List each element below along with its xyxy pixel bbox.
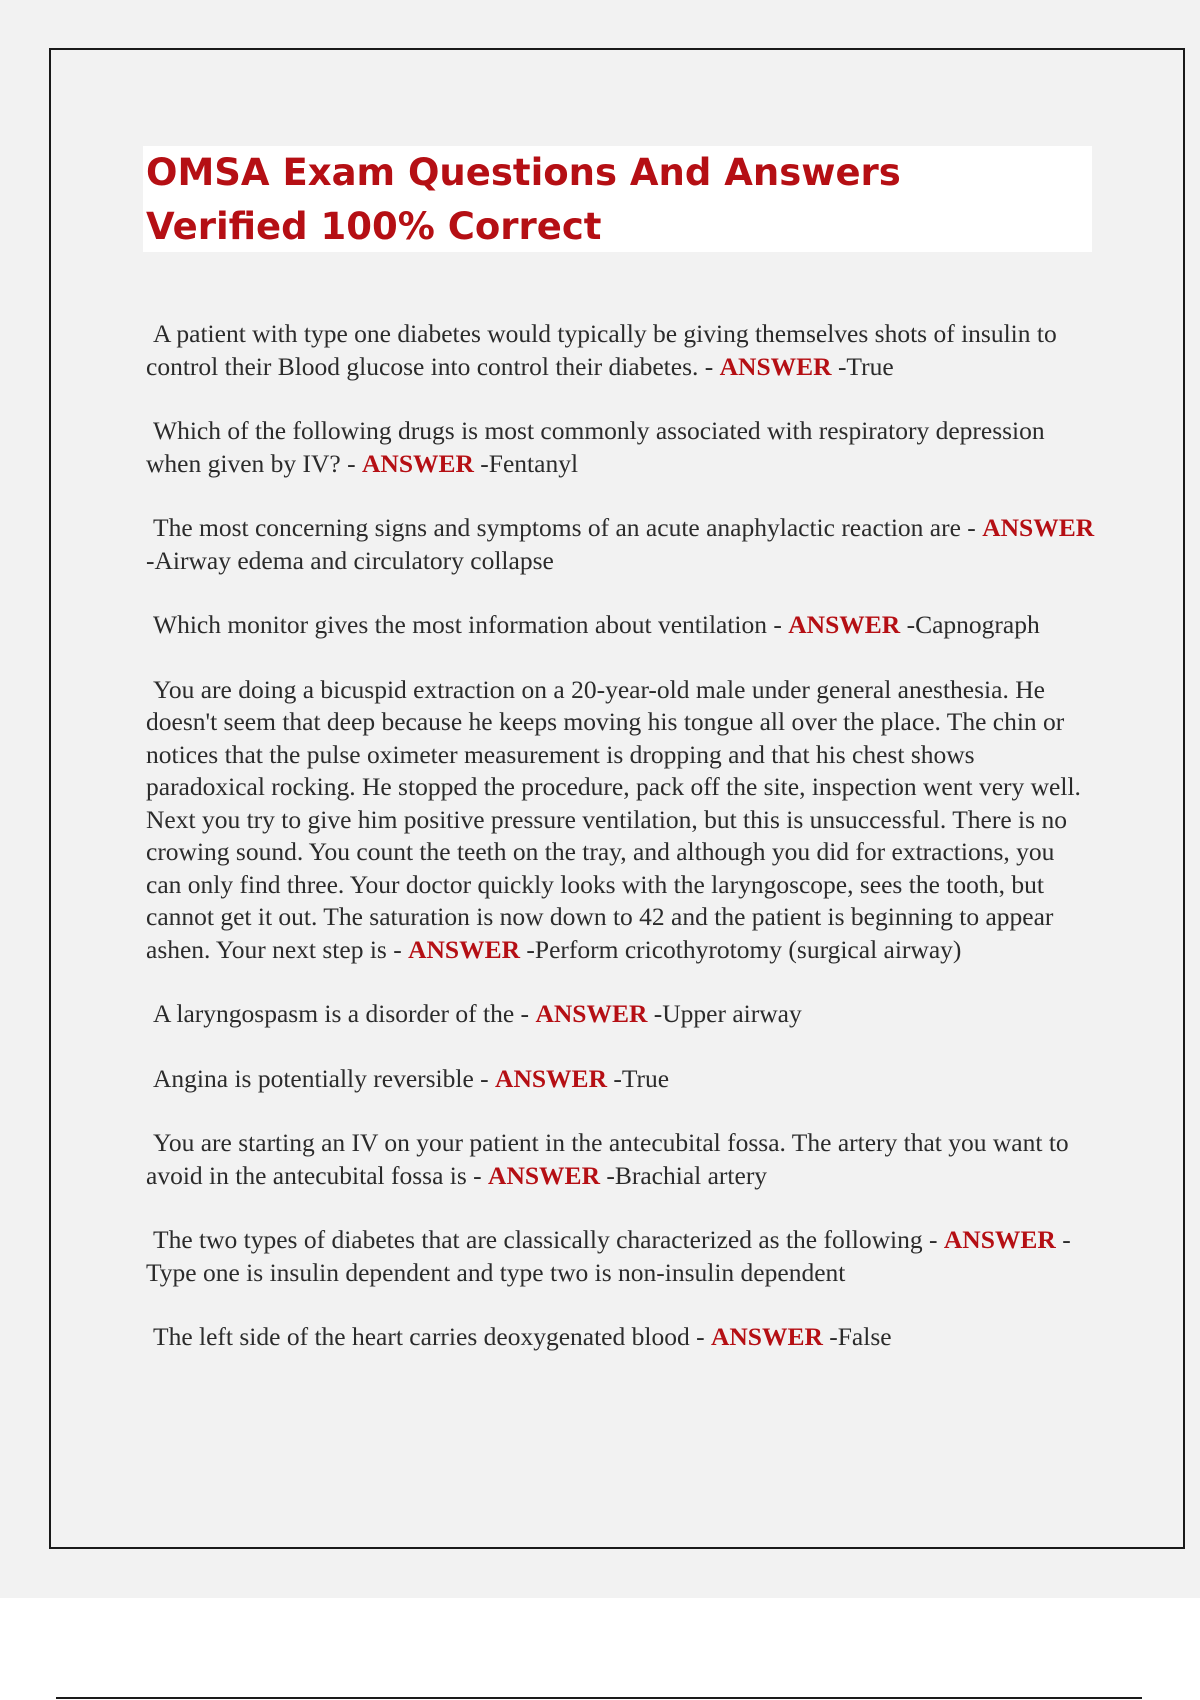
answer-keyword: ANSWER xyxy=(488,1160,600,1190)
question-text: You are starting an IV on your patient in the antecubital fossa. The artery that you want to avoid in the antecubital fossa is - xyxy=(146,1128,1069,1190)
question-text: Which of the following drugs is most commonly associated with respiratory depression when given by IV? - xyxy=(146,416,1045,478)
answer-keyword: ANSWER xyxy=(361,448,474,478)
qa-item-1 xyxy=(146,318,1096,383)
question-text: The two types of diabetes that are classically characterized as the following - xyxy=(153,1225,944,1254)
qa-item-9 xyxy=(146,1224,1096,1289)
answer-keyword: ANSWER xyxy=(943,1225,1056,1254)
next-page-border xyxy=(56,1697,1142,1699)
answer-text: -Brachial artery xyxy=(599,1160,768,1190)
document-title: OMSA Exam Questions And Answers Verified 100% Correct xyxy=(146,151,901,248)
answer-text: -Fentanyl xyxy=(473,448,579,478)
question-text: The most concerning signs and symptoms of an acute anaphylactic reaction are - xyxy=(153,513,983,542)
question-text: Angina is potentially reversible - xyxy=(153,1063,496,1093)
answer-keyword: ANSWER xyxy=(535,999,648,1028)
qa-list xyxy=(146,318,1096,1386)
answer-keyword: ANSWER xyxy=(710,1322,823,1351)
answer-text: -True xyxy=(606,1063,670,1093)
qa-item-5 xyxy=(146,674,1096,967)
answer-text: -Perform cricothyrotomy (surgical airway) xyxy=(520,934,962,964)
answer-text: -Upper airway xyxy=(647,999,802,1028)
qa-item-7 xyxy=(146,1063,1096,1096)
question-text: A patient with type one diabetes would typically be giving themselves shots of insulin to control their Blood glucose into control their diabetes. - xyxy=(146,319,1057,381)
page-gap xyxy=(0,1598,1200,1700)
qa-item-4 xyxy=(146,609,1096,642)
answer-text: -Type one is insulin dependent and type two is non-insulin dependent xyxy=(146,1225,1071,1287)
question-text: A laryngospasm is a disorder of the - xyxy=(153,999,536,1028)
answer-keyword: ANSWER xyxy=(719,351,832,381)
qa-item-10 xyxy=(146,1321,1096,1354)
answer-keyword: ANSWER xyxy=(982,513,1095,542)
question-text: You are doing a bicuspid extraction on a 20-year-old male under general anesthesia. He doesn't seem that deep because he keeps moving his tongue all over the place. The chin or notices that the pulse oximeter measurement is dropping and that his chest shows paradoxical rocking. He stopped the procedure, pack off the site, inspection went very well. Next you try to give him positive pressure ventilation, but this is unsuccessful. There is no crowing sound. You count the teeth on the tray, and although you did for extractions, you can only find three. Your doctor quickly looks with the laryngoscope, sees the tooth, but cannot get it out. The saturation is now down to 42 and the patient is beginning to appear ashen. Your next step is - xyxy=(146,674,1081,964)
answer-keyword: ANSWER xyxy=(788,610,901,639)
answer-keyword: ANSWER xyxy=(408,934,521,964)
answer-keyword: ANSWER xyxy=(495,1063,607,1093)
question-text: Which monitor gives the most information about ventilation - xyxy=(153,610,789,639)
answer-text: -True xyxy=(831,351,894,381)
qa-item-8 xyxy=(146,1127,1096,1192)
qa-item-6 xyxy=(146,998,1096,1031)
qa-item-2 xyxy=(146,415,1096,480)
question-text: The left side of the heart carries deoxygenated blood - xyxy=(153,1322,711,1351)
answer-text: -Airway edema and circulatory collapse xyxy=(146,545,554,575)
answer-text: -Capnograph xyxy=(900,610,1040,639)
qa-item-3 xyxy=(146,512,1096,577)
answer-text: -False xyxy=(822,1322,892,1351)
